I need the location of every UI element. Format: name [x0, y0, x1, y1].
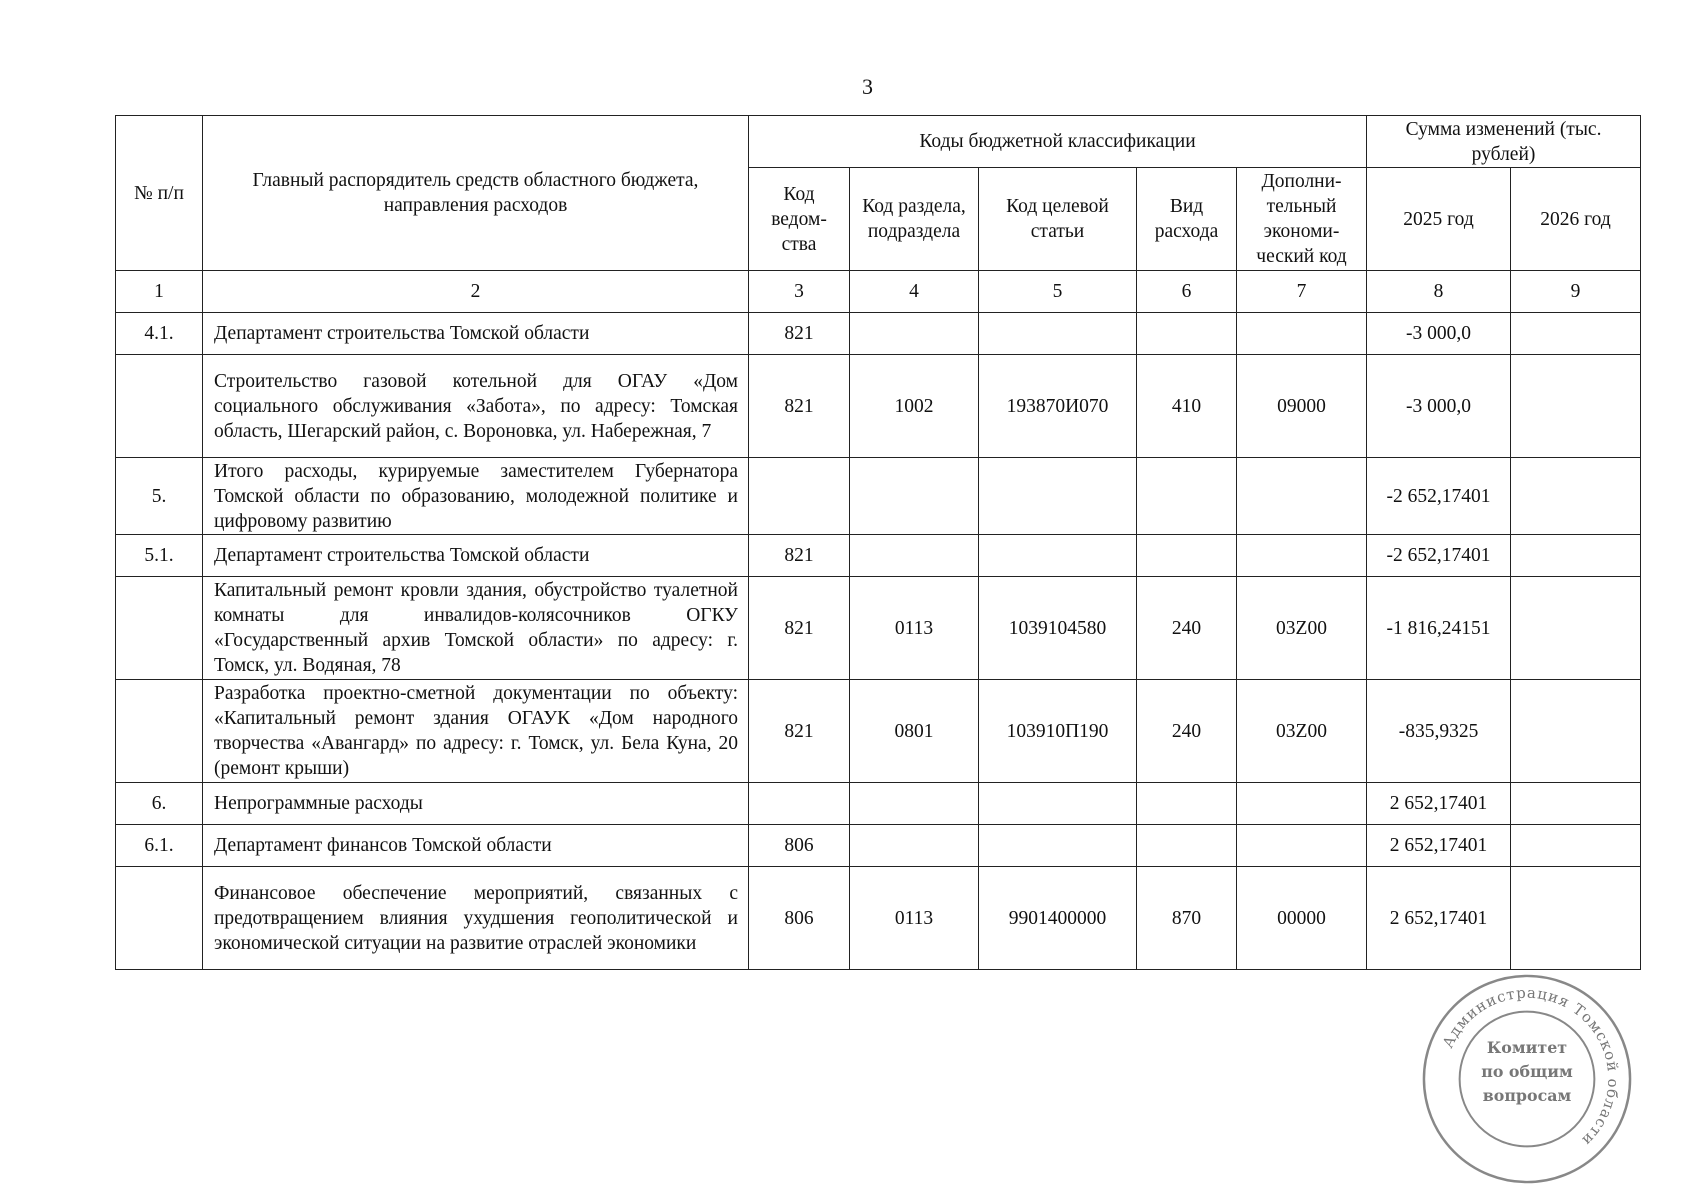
row-expense-code [1137, 458, 1237, 535]
row-num: 5.1. [116, 535, 203, 577]
row-num [116, 867, 203, 970]
table-row [116, 867, 1641, 970]
header-code-target: Код целевой статьи [979, 168, 1137, 271]
row-extra-code [1237, 825, 1367, 867]
row-expense-code: 410 [1137, 355, 1237, 458]
table-row [116, 680, 1641, 783]
stamp-center-text: вопросам [1482, 1085, 1572, 1105]
row-num: 6.1. [116, 825, 203, 867]
table-row [116, 458, 1641, 535]
header-code-extra: Дополни-тельный экономи-ческий код [1237, 168, 1367, 271]
column-number: 8 [1367, 271, 1511, 313]
row-name: Департамент строительства Томской области [203, 535, 749, 577]
row-expense-code [1137, 535, 1237, 577]
row-name: Капитальный ремонт кровли здания, обустройство туалетной комнаты для инвалидов-колясочников ОГКУ «Государственный архив Томской области» по адресу: г. Томск, ул. Водяная, 78 [203, 577, 749, 680]
row-name: Департамент финансов Томской области [203, 825, 749, 867]
column-number: 2 [203, 271, 749, 313]
row-extra-code: 03Z00 [1237, 680, 1367, 783]
row-name: Непрограммные расходы [203, 783, 749, 825]
table-row [116, 535, 1641, 577]
row-dept-code: 806 [749, 867, 850, 970]
row-dept-code [749, 783, 850, 825]
row-section-code: 1002 [850, 355, 979, 458]
row-num: 6. [116, 783, 203, 825]
row-section-code [850, 458, 979, 535]
row-section-code [850, 783, 979, 825]
header-year-2025: 2025 год [1367, 168, 1511, 271]
row-sum-2025: -2 652,17401 [1367, 458, 1511, 535]
row-sum-2026 [1511, 867, 1641, 970]
row-sum-2025: -835,9325 [1367, 680, 1511, 783]
row-sum-2026 [1511, 458, 1641, 535]
column-number: 3 [749, 271, 850, 313]
column-number: 4 [850, 271, 979, 313]
header-code-dept: Код ведом-ства [749, 168, 850, 271]
row-extra-code [1237, 535, 1367, 577]
row-extra-code: 03Z00 [1237, 577, 1367, 680]
column-number: 1 [116, 271, 203, 313]
header-year-2026: 2026 год [1511, 168, 1641, 271]
row-sum-2025: -1 816,24151 [1367, 577, 1511, 680]
row-section-code: 0801 [850, 680, 979, 783]
row-dept-code [749, 458, 850, 535]
row-sum-2026 [1511, 783, 1641, 825]
row-target-code: 103910П190 [979, 680, 1137, 783]
column-number: 6 [1137, 271, 1237, 313]
row-expense-code [1137, 825, 1237, 867]
row-sum-2025: 2 652,17401 [1367, 867, 1511, 970]
table-row [116, 825, 1641, 867]
row-dept-code: 821 [749, 313, 850, 355]
column-numbers-row [116, 271, 1641, 313]
row-name: Итого расходы, курируемые заместителем Губернатора Томской области по образованию, молодежной политике и цифровому развитию [203, 458, 749, 535]
row-extra-code [1237, 783, 1367, 825]
row-target-code [979, 313, 1137, 355]
row-dept-code: 821 [749, 535, 850, 577]
stamp-center-text: по общим [1481, 1062, 1573, 1082]
row-sum-2026 [1511, 355, 1641, 458]
row-section-code [850, 313, 979, 355]
header-row-groups [116, 116, 1641, 168]
row-num [116, 577, 203, 680]
stamp-seal [1418, 970, 1636, 1188]
row-sum-2025: 2 652,17401 [1367, 783, 1511, 825]
row-name: Финансовое обеспечение мероприятий, связанных с предотвращением влияния ухудшения геополитической и экономической ситуации на развитие отраслей экономики [203, 867, 749, 970]
row-sum-2026 [1511, 535, 1641, 577]
stamp-ring-text: Администрация Томской области [1438, 983, 1623, 1151]
column-number: 5 [979, 271, 1137, 313]
row-name: Разработка проектно-сметной документации по объекту: «Капитальный ремонт здания ОГАУК «Дом народного творчества «Авангард» по адресу: г. Томск, ул. Бела Куна, 20 (ремонт крыши) [203, 680, 749, 783]
row-sum-2026 [1511, 680, 1641, 783]
page-number: 3 [862, 74, 873, 99]
row-sum-2025: -2 652,17401 [1367, 535, 1511, 577]
row-target-code: 1039104580 [979, 577, 1137, 680]
row-dept-code: 821 [749, 355, 850, 458]
row-section-code: 0113 [850, 577, 979, 680]
row-name: Строительство газовой котельной для ОГАУ «Дом социального обслуживания «Забота», по адресу: Томская область, Шегарский район, с. Вороновка, ул. Набережная, 7 [203, 355, 749, 458]
column-number: 7 [1237, 271, 1367, 313]
row-target-code [979, 535, 1137, 577]
row-dept-code: 821 [749, 577, 850, 680]
header-code-expense: Вид расхода [1137, 168, 1237, 271]
row-target-code: 9901400000 [979, 867, 1137, 970]
row-extra-code [1237, 458, 1367, 535]
header-group-codes: Коды бюджетной классификации [749, 116, 1367, 168]
official-stamp [1418, 970, 1636, 1188]
table-row [116, 313, 1641, 355]
table-row [116, 783, 1641, 825]
row-sum-2025: -3 000,0 [1367, 355, 1511, 458]
row-extra-code: 09000 [1237, 355, 1367, 458]
row-num [116, 355, 203, 458]
row-expense-code: 240 [1137, 577, 1237, 680]
header-code-section: Код раздела, подраздела [850, 168, 979, 271]
row-name: Департамент строительства Томской области [203, 313, 749, 355]
row-num: 5. [116, 458, 203, 535]
row-expense-code: 240 [1137, 680, 1237, 783]
row-section-code [850, 535, 979, 577]
row-extra-code [1237, 313, 1367, 355]
header-col-num: № п/п [116, 116, 203, 271]
row-dept-code: 821 [749, 680, 850, 783]
row-sum-2025: -3 000,0 [1367, 313, 1511, 355]
column-number: 9 [1511, 271, 1641, 313]
row-expense-code [1137, 783, 1237, 825]
row-num: 4.1. [116, 313, 203, 355]
row-target-code [979, 825, 1137, 867]
row-sum-2026 [1511, 313, 1641, 355]
header-col-name: Главный распорядитель средств областного бюджета, направления расходов [203, 116, 749, 271]
row-target-code: 193870И070 [979, 355, 1137, 458]
row-extra-code: 00000 [1237, 867, 1367, 970]
row-expense-code: 870 [1137, 867, 1237, 970]
table-row [116, 355, 1641, 458]
table-row [116, 577, 1641, 680]
header-group-sum: Сумма изменений (тыс. рублей) [1367, 116, 1641, 168]
row-sum-2025: 2 652,17401 [1367, 825, 1511, 867]
row-sum-2026 [1511, 825, 1641, 867]
row-num [116, 680, 203, 783]
row-target-code [979, 783, 1137, 825]
budget-changes-table [115, 115, 1641, 970]
row-sum-2026 [1511, 577, 1641, 680]
row-section-code [850, 825, 979, 867]
row-expense-code [1137, 313, 1237, 355]
row-dept-code: 806 [749, 825, 850, 867]
row-target-code [979, 458, 1137, 535]
stamp-center-text: Комитет [1486, 1038, 1568, 1058]
row-section-code: 0113 [850, 867, 979, 970]
